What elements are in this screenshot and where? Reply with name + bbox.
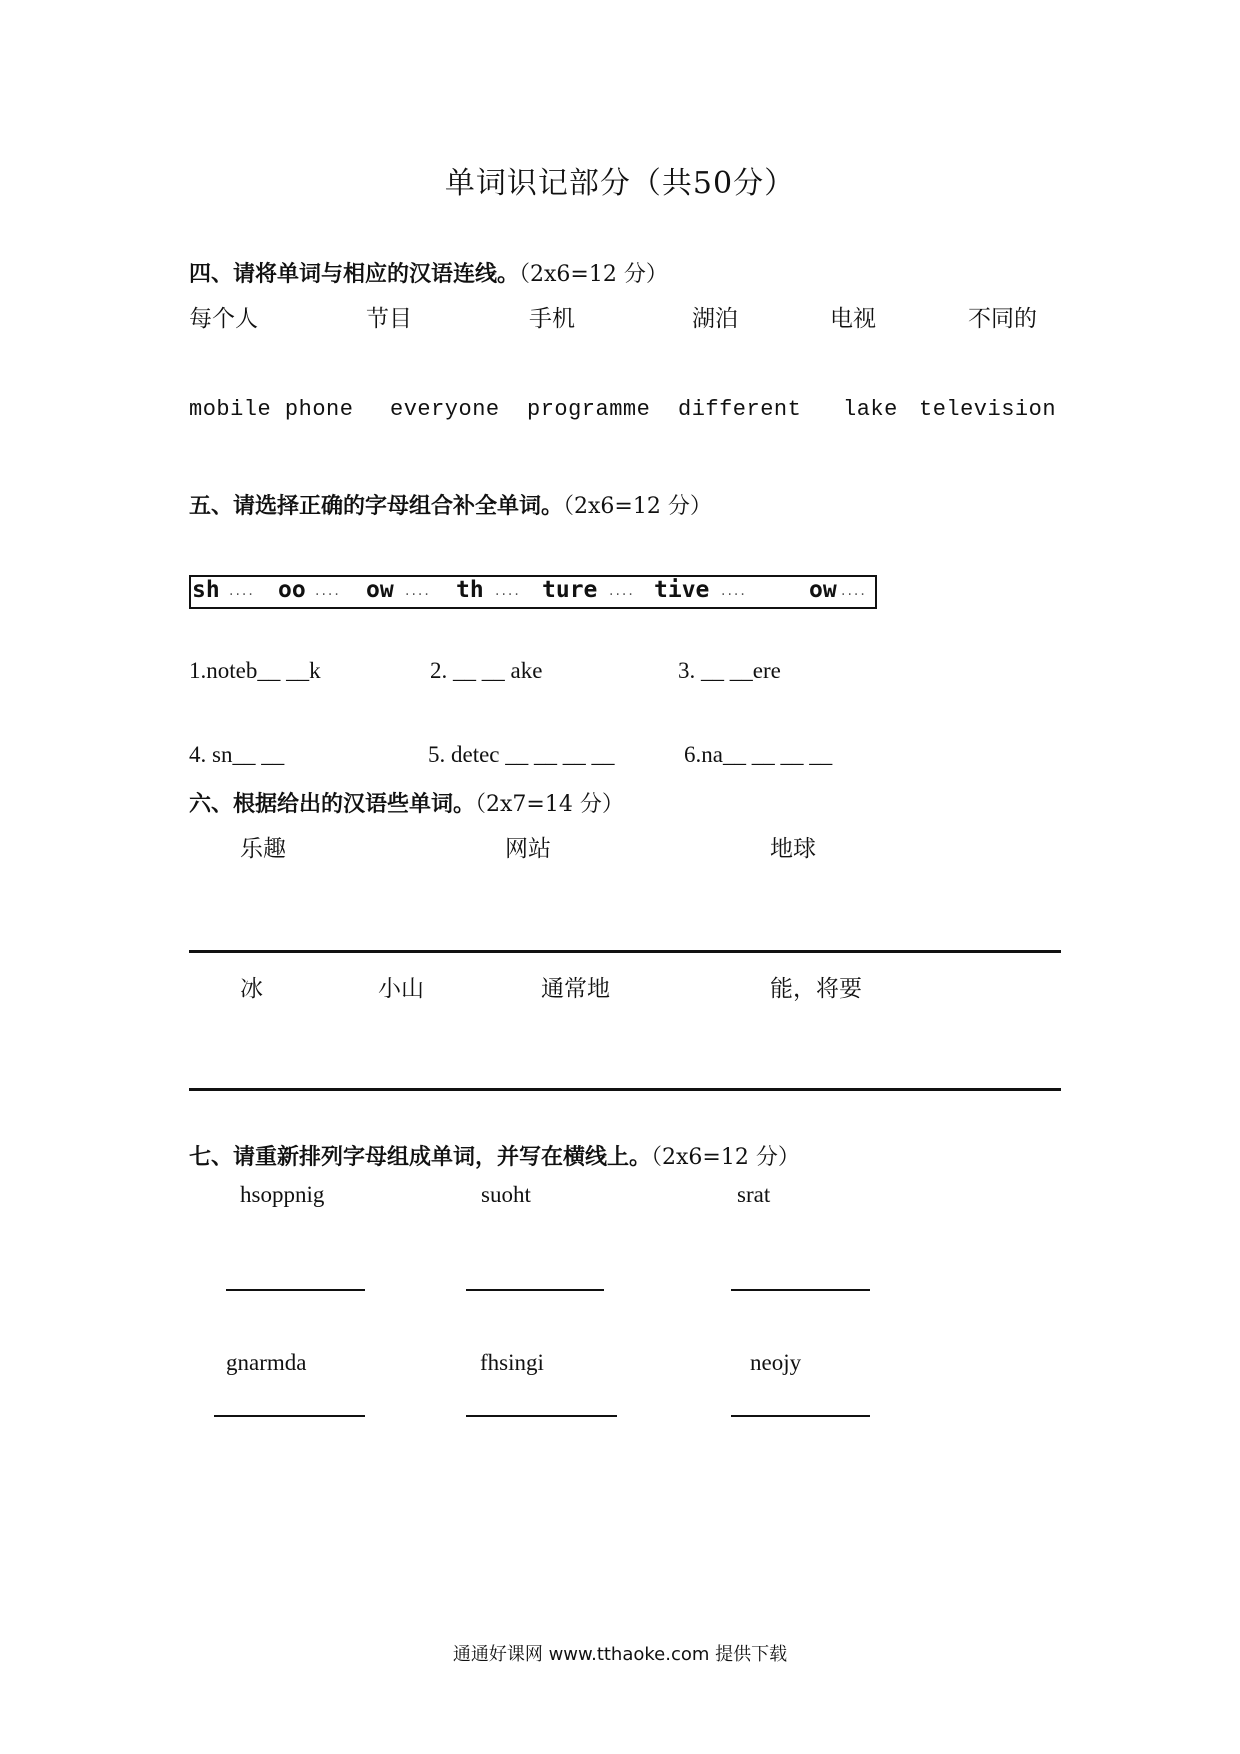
letter-combo: ture bbox=[542, 577, 598, 603]
scrambled-word: srat bbox=[737, 1182, 771, 1207]
letter-combo: ow bbox=[366, 577, 394, 603]
section-5-score: （2x6=12 分） bbox=[563, 494, 712, 519]
footer-source: 通通好课网 www.tthaoke.com 提供下载 bbox=[452, 1644, 788, 1665]
match-english-word: different bbox=[678, 397, 802, 422]
match-chinese-word: 电视 bbox=[830, 306, 876, 332]
scrambled-word: gnarmda bbox=[226, 1350, 307, 1375]
chinese-prompt: 乐趣 bbox=[240, 836, 286, 862]
scrambled-word: suoht bbox=[481, 1182, 531, 1207]
fill-question: 1.noteb__ __k bbox=[189, 658, 321, 683]
fill-question: 3. __ __ere bbox=[678, 658, 781, 683]
match-english-word: everyone bbox=[390, 397, 500, 422]
letter-combo: th bbox=[456, 577, 484, 603]
match-chinese-word: 湖泊 bbox=[692, 306, 738, 332]
answer-line bbox=[189, 950, 1061, 953]
answer-blank bbox=[226, 1289, 365, 1291]
section-6-title: 六、根据给出的汉语些单词。 bbox=[189, 791, 476, 817]
box-dots: .... bbox=[495, 583, 521, 599]
page-title: 单词识记部分（共50分） bbox=[444, 166, 796, 201]
letter-combo: tive bbox=[654, 577, 710, 603]
answer-line bbox=[189, 1088, 1061, 1091]
fill-question: 2. __ __ ake bbox=[430, 658, 543, 683]
scrambled-word: neojy bbox=[750, 1350, 802, 1375]
match-chinese-word: 不同的 bbox=[968, 306, 1037, 332]
letter-combo: sh bbox=[192, 577, 220, 603]
section-4-title: 四、请将单词与相应的汉语连线。 bbox=[189, 261, 520, 287]
section-7-title: 七、请重新排列字母组成单词，并写在横线上。 bbox=[189, 1144, 652, 1170]
chinese-prompt: 小山 bbox=[378, 976, 424, 1002]
chinese-prompt: 地球 bbox=[770, 836, 816, 862]
box-dots: .... bbox=[609, 583, 635, 599]
match-chinese-word: 每个人 bbox=[189, 306, 258, 332]
answer-blank bbox=[214, 1415, 365, 1417]
section-4-score: （2x6=12 分） bbox=[519, 262, 668, 287]
answer-blank bbox=[731, 1289, 870, 1291]
section-7-score: （2x6=12 分） bbox=[651, 1145, 800, 1170]
answer-blank bbox=[466, 1415, 617, 1417]
box-dots: .... bbox=[315, 583, 341, 599]
box-dots: .... bbox=[841, 583, 867, 599]
section-4-heading bbox=[189, 257, 668, 288]
chinese-prompt: 冰 bbox=[240, 976, 263, 1002]
box-dots: .... bbox=[405, 583, 431, 599]
scrambled-word: fhsingi bbox=[480, 1350, 544, 1375]
match-chinese-word: 节目 bbox=[366, 306, 412, 332]
section-5-heading bbox=[189, 489, 712, 520]
chinese-prompt: 通常地 bbox=[541, 976, 610, 1002]
fill-question: 6.na__ __ __ __ bbox=[684, 742, 833, 767]
chinese-prompt: 能，将要 bbox=[770, 976, 862, 1002]
answer-blank bbox=[731, 1415, 870, 1417]
scrambled-word: hsoppnig bbox=[240, 1182, 325, 1207]
fill-question: 5. detec __ __ __ __ bbox=[428, 742, 615, 767]
answer-blank bbox=[466, 1289, 604, 1291]
fill-question: 4. sn__ __ bbox=[189, 742, 285, 767]
match-english-word: programme bbox=[527, 397, 651, 422]
section-6-heading bbox=[189, 787, 624, 818]
section-6-score: （2x7=14 分） bbox=[475, 792, 624, 817]
letter-combo: ow bbox=[809, 577, 837, 603]
letter-combination-box bbox=[189, 575, 877, 609]
section-5-title: 五、请选择正确的字母组合补全单词。 bbox=[189, 493, 564, 519]
letter-combo: oo bbox=[278, 577, 306, 603]
match-english-word: lake bbox=[843, 397, 898, 422]
chinese-prompt: 网站 bbox=[505, 836, 551, 862]
match-chinese-word: 手机 bbox=[529, 306, 575, 332]
box-dots: .... bbox=[721, 583, 747, 599]
match-english-word: television bbox=[919, 397, 1057, 422]
box-dots: .... bbox=[229, 583, 255, 599]
match-english-word: mobile phone bbox=[189, 397, 354, 422]
section-7-heading bbox=[189, 1140, 800, 1171]
